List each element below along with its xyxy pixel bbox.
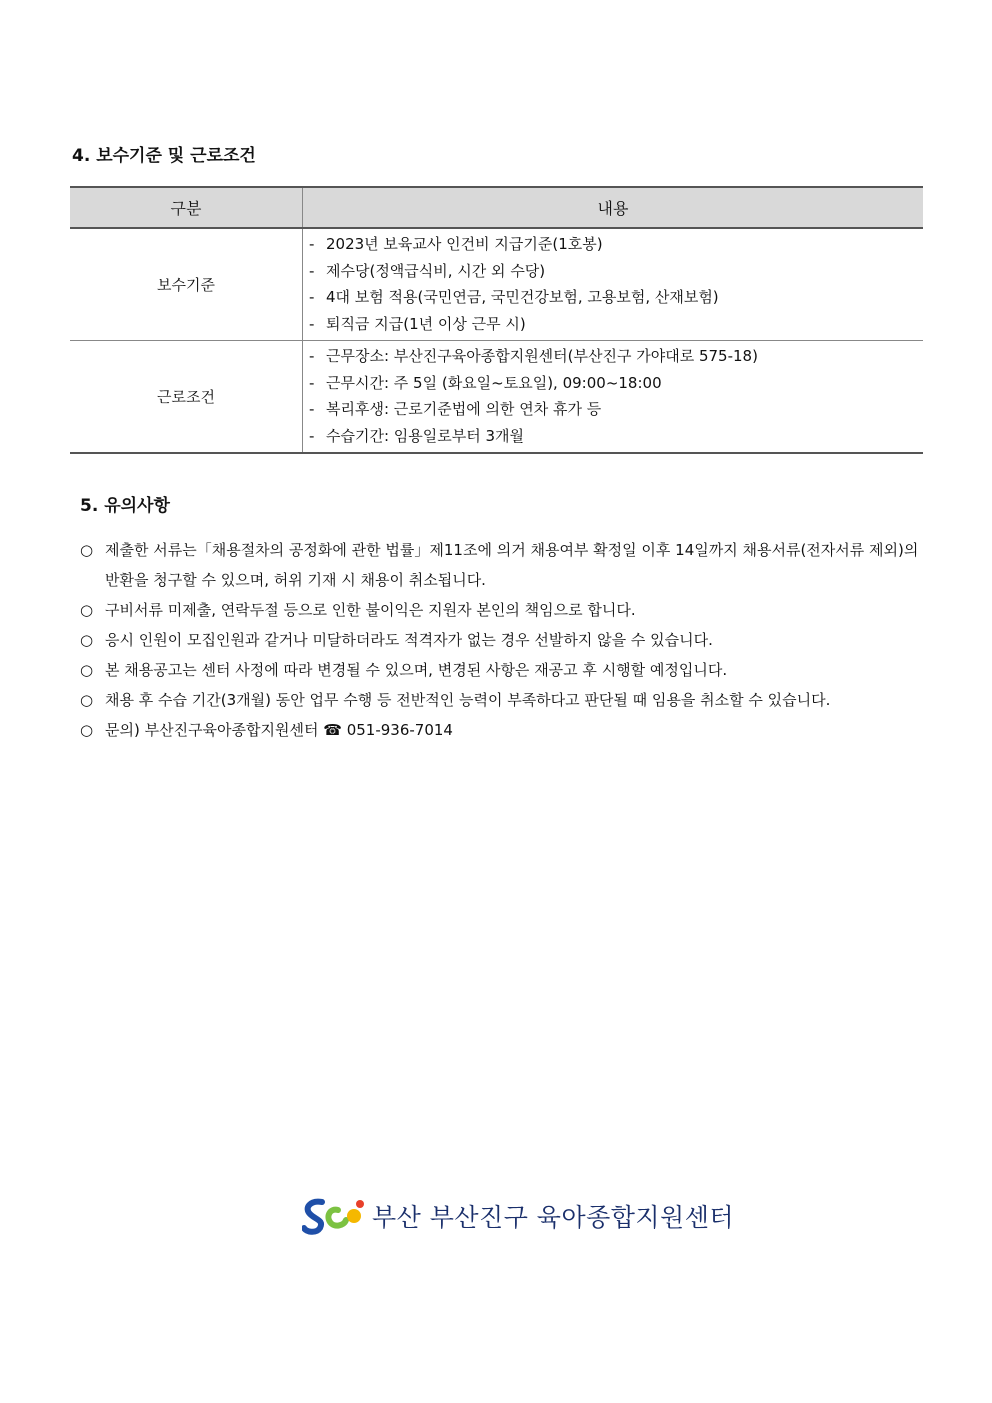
circle-bullet-icon: ○ (80, 631, 94, 649)
list-item: - 퇴직금 지급(1년 이상 근무 시) (309, 314, 526, 333)
row-content (303, 341, 924, 454)
list-item (80, 595, 920, 625)
list-item: - 제수당(정액급식비, 시간 외 수당) (309, 261, 546, 280)
list-item (80, 685, 920, 715)
header-category: 구분 (70, 187, 303, 228)
note-text: 채용 후 수습 기간(3개월) 동안 업무 수행 등 전반적인 능력이 부족하다고 판단될 때 임용을 취소할 수 있습니다. (105, 691, 831, 709)
item-text: 근무장소: 부산진구육아종합지원센터(부산진구 가야대로 575-18) (326, 347, 758, 365)
list-item: - 복리후생: 근로기준법에 의한 연차 휴가 등 (309, 400, 602, 418)
note-text: 제출한 서류는「채용절차의 공정화에 관한 법률」제11조에 의거 채용여부 확정일 이후 14일까지 채용서류(전자서류 제외)의 반환을 청구할 수 있으며, 허위 기재 시 채용이 취소됩니다. (105, 541, 919, 589)
item-text: 근무시간: 주 5일 (화요일~토요일), 09:00~18:00 (326, 373, 662, 392)
table-row (70, 341, 923, 454)
center-emblem-icon (302, 1196, 366, 1236)
logo-text: 부산 부산진구 육아종합지원센터 (372, 1203, 734, 1232)
table-header-row (70, 187, 923, 228)
note-text: 본 채용공고는 센터 사정에 따라 변경될 수 있으며, 변경된 사항은 재공고 후 시행할 예정입니다. (105, 661, 728, 679)
compensation-table (70, 186, 923, 454)
note-text: 응시 인원이 모집인원과 같거나 미달하더라도 적격자가 없는 경우 선발하지 않을 수 있습니다. (105, 631, 713, 649)
note-text: 문의) 부산진구육아종합지원센터 ☎ 051-936-7014 (105, 721, 453, 739)
row-label: 보수기준 (70, 228, 303, 341)
circle-bullet-icon: ○ (80, 721, 94, 739)
item-text: 제수당(정액급식비, 시간 외 수당) (326, 261, 546, 280)
center-logo (302, 1196, 734, 1236)
note-text: 구비서류 미제출, 연락두절 등으로 인한 불이익은 지원자 본인의 책임으로 합니다. (105, 601, 636, 619)
item-text: 2023년 보육교사 인건비 지급기준(1호봉) (326, 235, 603, 253)
list-item: - 4대 보험 적용(국민연금, 국민건강보험, 고용보험, 산재보험) (309, 288, 719, 306)
circle-bullet-icon: ○ (80, 601, 94, 619)
item-text: 수습기간: 임용일로부터 3개월 (326, 426, 525, 445)
list-item: - 수습기간: 임용일로부터 3개월 (309, 426, 525, 445)
list-item (80, 535, 920, 595)
list-item (80, 715, 920, 745)
item-text: 퇴직금 지급(1년 이상 근무 시) (326, 314, 526, 333)
item-text: 4대 보험 적용(국민연금, 국민건강보험, 고용보험, 산재보험) (326, 288, 719, 306)
header-content: 내용 (303, 187, 924, 228)
list-item (80, 655, 920, 685)
notice-list (80, 535, 920, 745)
circle-bullet-icon: ○ (80, 691, 94, 709)
list-item: - 근무장소: 부산진구육아종합지원센터(부산진구 가야대로 575-18) (309, 347, 758, 365)
table-row (70, 228, 923, 341)
circle-bullet-icon: ○ (80, 661, 94, 679)
section-5-title: 5. 유의사항 (80, 496, 170, 516)
row-content (303, 228, 924, 341)
section-4-title: 4. 보수기준 및 근로조건 (72, 146, 256, 166)
row-label: 근로조건 (70, 341, 303, 454)
list-item (80, 625, 920, 655)
circle-bullet-icon: ○ (80, 541, 94, 559)
list-item: - 근무시간: 주 5일 (화요일~토요일), 09:00~18:00 (309, 373, 662, 392)
list-item: - 2023년 보육교사 인건비 지급기준(1호봉) (309, 235, 603, 253)
item-text: 복리후생: 근로기준법에 의한 연차 휴가 등 (326, 400, 602, 418)
